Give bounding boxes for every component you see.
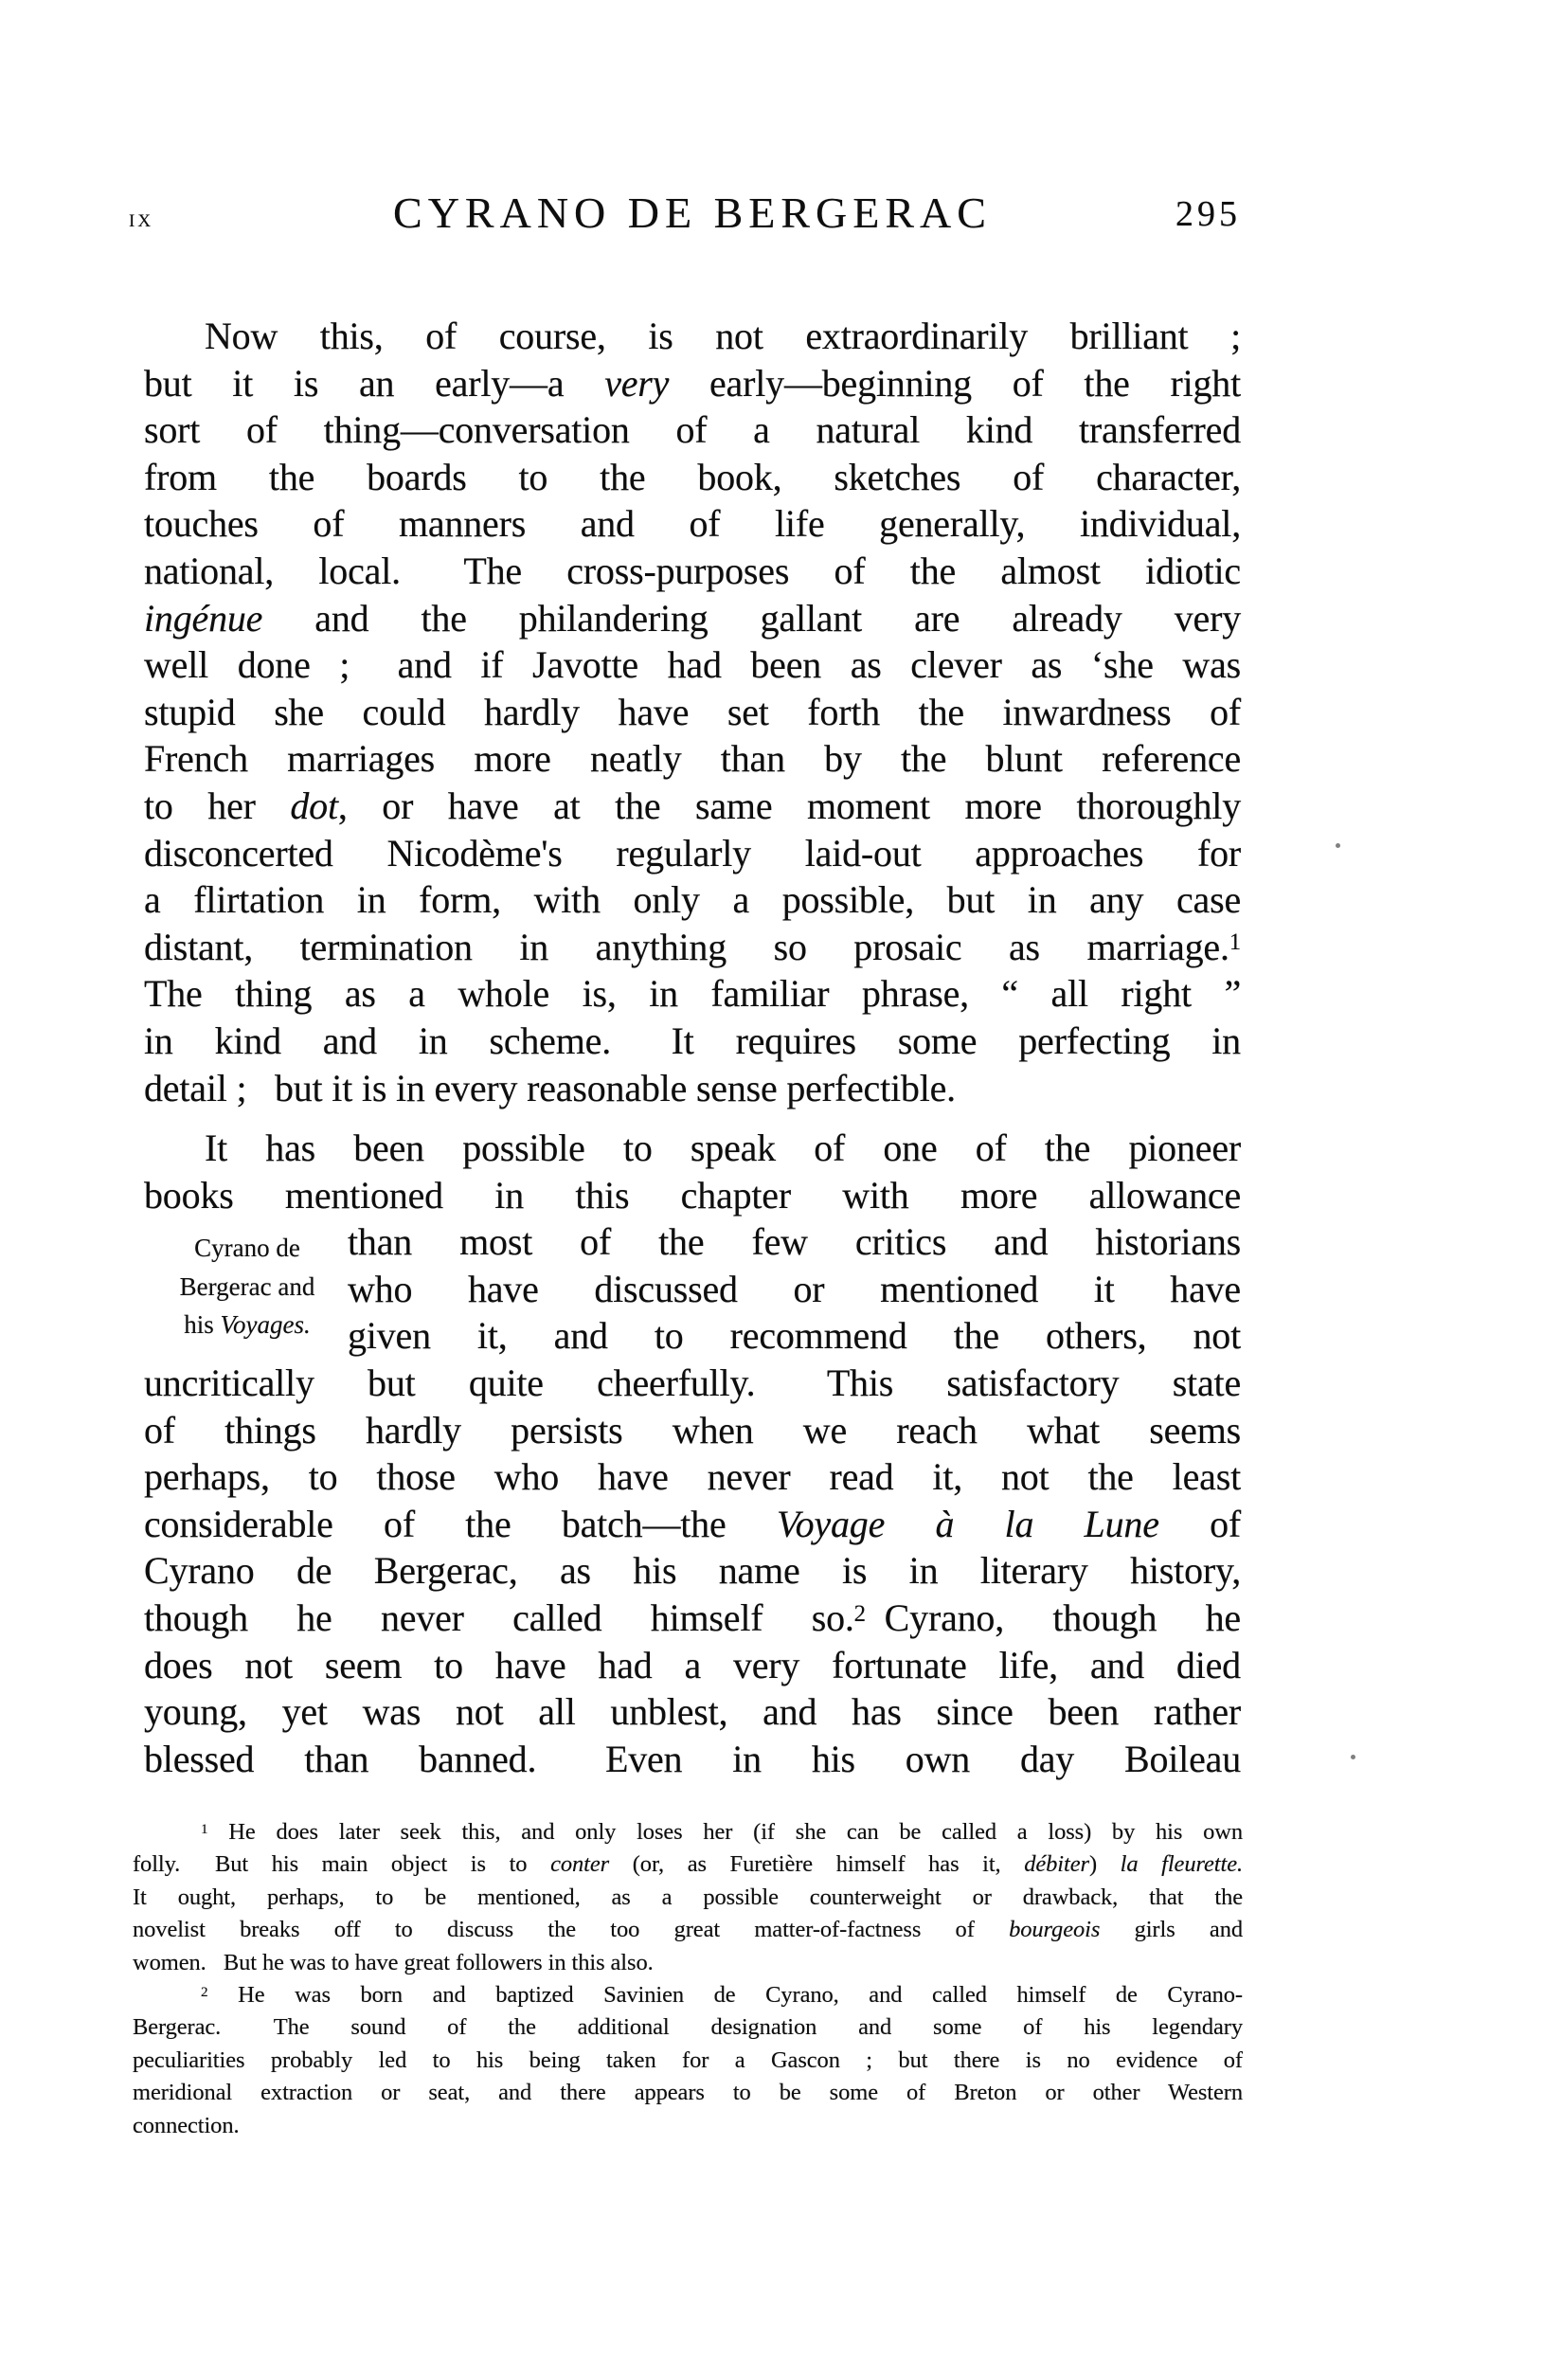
text-run: stupid she could hardly have set forth the inwardness of	[144, 690, 1241, 733]
running-header	[129, 188, 1241, 248]
italic-run: ingénue	[144, 596, 263, 640]
margin-note-line	[150, 1268, 345, 1307]
text-run: than most of the few critics and historians	[348, 1220, 1241, 1264]
text-run: novelist breaks off to discuss the too great matter-of-factness of	[133, 1917, 1010, 1943]
text-line	[144, 1407, 1241, 1454]
text-line	[144, 830, 1241, 877]
text-run: folly. But his main object is to	[133, 1851, 551, 1878]
text-run: a flirtation in form, with only a possible, but in any case	[144, 878, 1241, 922]
text-line: 1 He does later seek this, and only loses her (if she can be called a loss) by his own	[201, 1819, 1243, 1845]
text-line	[144, 783, 1241, 830]
italic-run: Voyage à la Lune	[776, 1502, 1159, 1545]
text-run: Now this, of course, is not extraordinarily brilliant ;	[205, 315, 1241, 357]
text-line	[144, 970, 1241, 1018]
text-line	[348, 1312, 1241, 1360]
text-run: Bergerac. The sound of the additional designation and some of his legendary	[133, 2014, 1243, 2041]
text-line	[144, 1688, 1241, 1736]
text-run: from the boards to the book, sketches of character,	[144, 455, 1241, 498]
text-run: detail ; but it is in every reasonable sense perfectible.	[144, 1066, 956, 1109]
text-line	[133, 1848, 1243, 1881]
text-line	[144, 454, 1241, 501]
text-run: sort of thing—conversation of a natural kind transferred	[144, 408, 1241, 452]
text-line	[144, 1360, 1241, 1407]
text-run: in kind and in scheme. It requires some perfecting in	[144, 1019, 1241, 1062]
text-line: though he never called himself so.2 Cyrano, though he	[144, 1596, 1241, 1640]
text-run: blessed than banned. Even in his own day Boileau	[144, 1737, 1241, 1780]
text-run: well done ; and if Javotte had been as clever as ‘she was	[144, 643, 1241, 687]
text-line	[144, 1501, 1241, 1548]
text-run: touches of manners and of life generally, individual,	[144, 502, 1241, 546]
text-line	[144, 1125, 1241, 1172]
text-run: connection.	[133, 2112, 240, 2138]
text-line	[133, 1882, 1243, 1914]
text-line	[348, 1218, 1241, 1266]
text-line	[144, 1736, 1241, 1783]
text-run: meridional extraction or seat, and there appears to be some of Breton or other Western	[133, 2080, 1243, 2106]
italic-run: very	[604, 361, 670, 405]
text-line	[133, 1947, 1243, 1979]
text-run: who have discussed or mentioned it have	[348, 1267, 1241, 1310]
footnotes	[133, 1816, 1243, 2142]
text-run: girls and	[1100, 1917, 1244, 1943]
text-run: his	[184, 1310, 221, 1339]
text-line	[144, 1172, 1241, 1219]
text-run: women. But he was to have great followers in this also.	[133, 1949, 654, 1975]
text-run: Cyrano, though he	[865, 1596, 1241, 1640]
paragraph-1	[144, 313, 1241, 1111]
text-run: given it, and to recommend the others, not	[348, 1314, 1241, 1358]
text-line	[144, 1547, 1241, 1595]
text-run: He does later seek this, and only loses her (if she can be called a loss) by his own	[207, 1819, 1243, 1845]
text-run: (or, as Furetière himself has it,	[609, 1851, 1025, 1878]
text-run: of things hardly persists when we reach what seems	[144, 1408, 1241, 1451]
italic-run: bourgeois	[1009, 1917, 1101, 1943]
margin-note-line	[150, 1306, 345, 1344]
text-run: perhaps, to those who have never read it, not the least	[144, 1455, 1241, 1499]
text-line	[144, 500, 1241, 548]
italic-run: la fleurette.	[1120, 1851, 1243, 1878]
text-line	[144, 1642, 1241, 1689]
text-line	[144, 313, 1241, 360]
text-line	[133, 2110, 1243, 2142]
running-title: CYRANO DE BERGERAC	[393, 189, 992, 237]
text-line	[348, 1266, 1241, 1313]
body-text	[144, 313, 1241, 1782]
text-line	[133, 2045, 1243, 2077]
italic-run: dot	[290, 784, 338, 827]
text-run: , or have at the same moment more thoroughly	[337, 784, 1241, 827]
text-run: but it is an early—a	[144, 361, 605, 405]
text-run: considerable of the batch—the	[144, 1502, 777, 1545]
text-run: Cyrano de Bergerac, as his name is in literary history,	[144, 1549, 1241, 1593]
page-number: 295	[1175, 194, 1241, 234]
text-run: Cyrano de	[194, 1234, 300, 1262]
text-line	[144, 1018, 1241, 1065]
text-line	[144, 548, 1241, 595]
text-run: It ought, perhaps, to be mentioned, as a possible counterweight or drawback, that the	[133, 1884, 1243, 1910]
text-line: distant, termination in anything so prosaic as marriage.1	[144, 925, 1241, 968]
text-line	[133, 2077, 1243, 2109]
text-run: young, yet was not all unblest, and has since been rather	[144, 1690, 1241, 1734]
text-run: disconcerted Nicodème's regularly laid-out approaches for	[144, 831, 1241, 874]
italic-run: débiter	[1024, 1851, 1089, 1878]
text-line	[144, 1453, 1241, 1501]
italic-run: Voyages.	[220, 1310, 311, 1339]
text-line	[144, 689, 1241, 736]
text-line	[133, 2011, 1243, 2044]
text-run: uncritically but quite cheerfully. This satisfactory state	[144, 1361, 1241, 1405]
text-run: to her	[144, 784, 291, 827]
footnote-1	[133, 1816, 1243, 1979]
text-line	[144, 595, 1241, 642]
text-run: French marriages more neatly than by the blunt reference	[144, 737, 1241, 781]
text-run: )	[1088, 1851, 1121, 1878]
text-run: He was born and baptized Savinien de Cyrano, and called himself de Cyrano-	[207, 1982, 1243, 2009]
text-line: 2 He was born and baptized Savinien de Cyrano, and called himself de Cyrano-	[201, 1982, 1243, 2009]
text-run: distant, termination in anything so prosaic as marriage.	[144, 925, 1229, 968]
text-run: national, local. The cross-purposes of the almost idiotic	[144, 549, 1241, 592]
scan-speck	[1351, 1755, 1355, 1759]
text-run: though he never called himself so.	[144, 1596, 854, 1640]
footnote-2	[133, 1979, 1243, 2142]
text-line	[144, 406, 1241, 454]
text-run: does not seem to have had a very fortunate life, and died	[144, 1643, 1241, 1686]
text-run: of	[1158, 1502, 1241, 1545]
chapter-numeral: ix	[129, 204, 154, 232]
text-line	[144, 735, 1241, 783]
text-run: early—beginning of the right	[669, 361, 1241, 405]
text-run: books mentioned in this chapter with more allowance	[144, 1173, 1241, 1217]
text-run: peculiarities probably led to his being taken for a Gascon ; but there is no evidence of	[133, 2046, 1243, 2073]
text-line	[144, 1065, 1241, 1112]
text-line	[133, 1914, 1243, 1946]
text-run: and the philandering gallant are already very	[262, 596, 1241, 640]
margin-note	[150, 1229, 345, 1344]
paragraph-2	[144, 1125, 1241, 1782]
scan-speck	[1336, 843, 1340, 848]
italic-run: conter	[550, 1851, 610, 1878]
text-line	[144, 360, 1241, 407]
text-run: It has been possible to speak of one of the pioneer	[205, 1127, 1241, 1170]
text-line	[144, 876, 1241, 924]
text-run: The thing as a whole is, in familiar phrase, “ all right ”	[144, 972, 1241, 1016]
margin-note-line	[150, 1229, 345, 1268]
text-line	[144, 641, 1241, 689]
text-run: Bergerac and	[179, 1271, 315, 1301]
